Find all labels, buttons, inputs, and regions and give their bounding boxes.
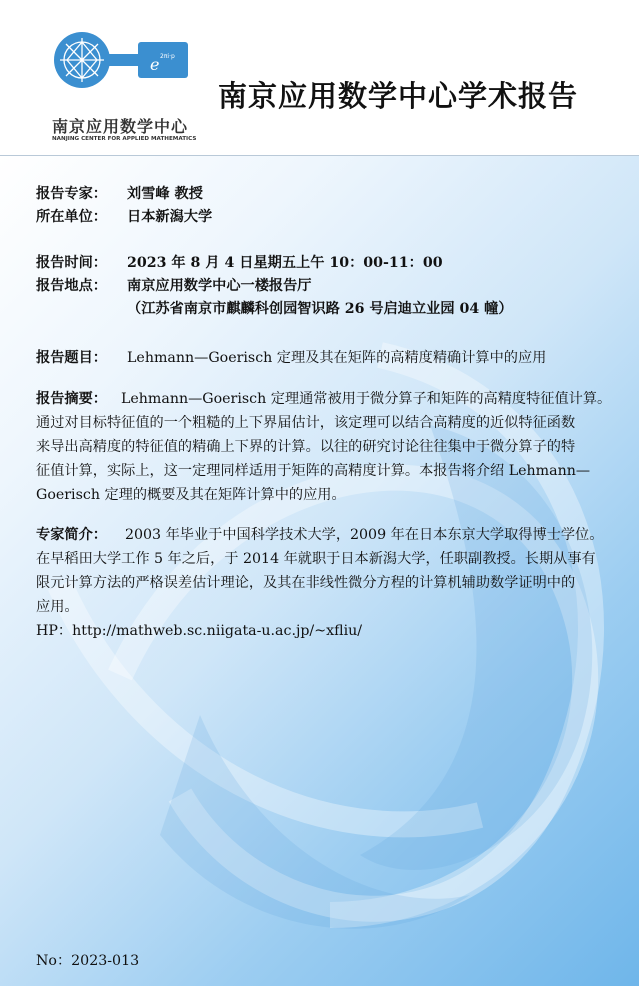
affiliation-row [36, 206, 610, 229]
bio-label: 专家简介： [36, 527, 107, 543]
homepage-link[interactable]: HP：http://mathweb.sc.niigata-u.ac.jp/~xfliu/ [36, 623, 363, 639]
report-content [36, 183, 610, 643]
place-value: 南京应用数学中心一楼报告厅 [127, 278, 312, 294]
svg-text:e: e [150, 55, 160, 74]
logo-emblem-icon [52, 30, 192, 110]
place-label: 报告地点： [36, 278, 107, 294]
topic-row [36, 347, 610, 370]
bio-section [36, 523, 610, 643]
abstract-label: 报告摘要： [36, 391, 107, 407]
speaker-value: 刘雪峰 教授 [127, 186, 203, 202]
topic-label: 报告题目： [36, 350, 107, 366]
abstract-line-2: 通过对目标特征值的一个粗糙的上下界届估计，该定理可以结合高精度的近似特征函数 [36, 415, 576, 431]
bio-line-1: 2003 年毕业于中国科学技术大学，2009 年在日本东京大学取得博士学位。 [124, 527, 604, 543]
abstract-line-4: 征值计算，实际上，这一定理同样适用于矩阵的高精度计算。本报告将介绍 Lehmann— [36, 463, 591, 479]
abstract-line-1: Lehmann—Goerisch 定理通常被用于微分算子和矩阵的高精度特征值计算。 [120, 391, 612, 407]
affiliation-value: 日本新潟大学 [127, 209, 213, 225]
time-row [36, 252, 610, 275]
abstract-line-5: Goerisch 定理的概要及其在矩阵计算中的应用。 [36, 487, 346, 503]
bio-line-4: 应用。 [36, 599, 79, 615]
speaker-label: 报告专家： [36, 186, 107, 202]
affiliation-label: 所在单位： [36, 209, 107, 225]
center-logo [52, 30, 197, 142]
page-title: 南京应用数学中心学术报告 [218, 79, 579, 113]
report-header [0, 0, 639, 156]
report-number: No：2023-013 [36, 953, 140, 969]
abstract-line-3: 来导出高精度的特征值的精确上下界的计算。以往的研究讨论往往集中于微分算子的特 [36, 439, 576, 455]
logo-english-name: NANJING CENTER FOR APPLIED MATHEMATICS [52, 136, 197, 142]
svg-text:2πi·p: 2πi·p [160, 53, 175, 60]
place-row [36, 275, 610, 298]
bio-line-2: 在早稻田大学工作 5 年之后，于 2014 年就职于日本新潟大学，任职副教授。长期从事有 [36, 551, 596, 567]
bio-line-3: 限元计算方法的严格误差估计理论，及其在非线性微分方程的计算机辅助数学证明中的 [36, 575, 576, 591]
place-detail: （江苏省南京市麒麟科创园智识路 26 号启迪立业园 04 幢） [127, 301, 513, 317]
logo-chinese-name: 南京应用数学中心 [52, 117, 189, 136]
topic-value: Lehmann—Goerisch 定理及其在矩阵的高精度精确计算中的应用 [127, 350, 547, 366]
time-value: 2023 年 8 月 4 日星期五上午 10：00-11：00 [127, 255, 443, 271]
time-label: 报告时间： [36, 255, 107, 271]
speaker-row [36, 183, 610, 206]
abstract-section [36, 387, 610, 507]
